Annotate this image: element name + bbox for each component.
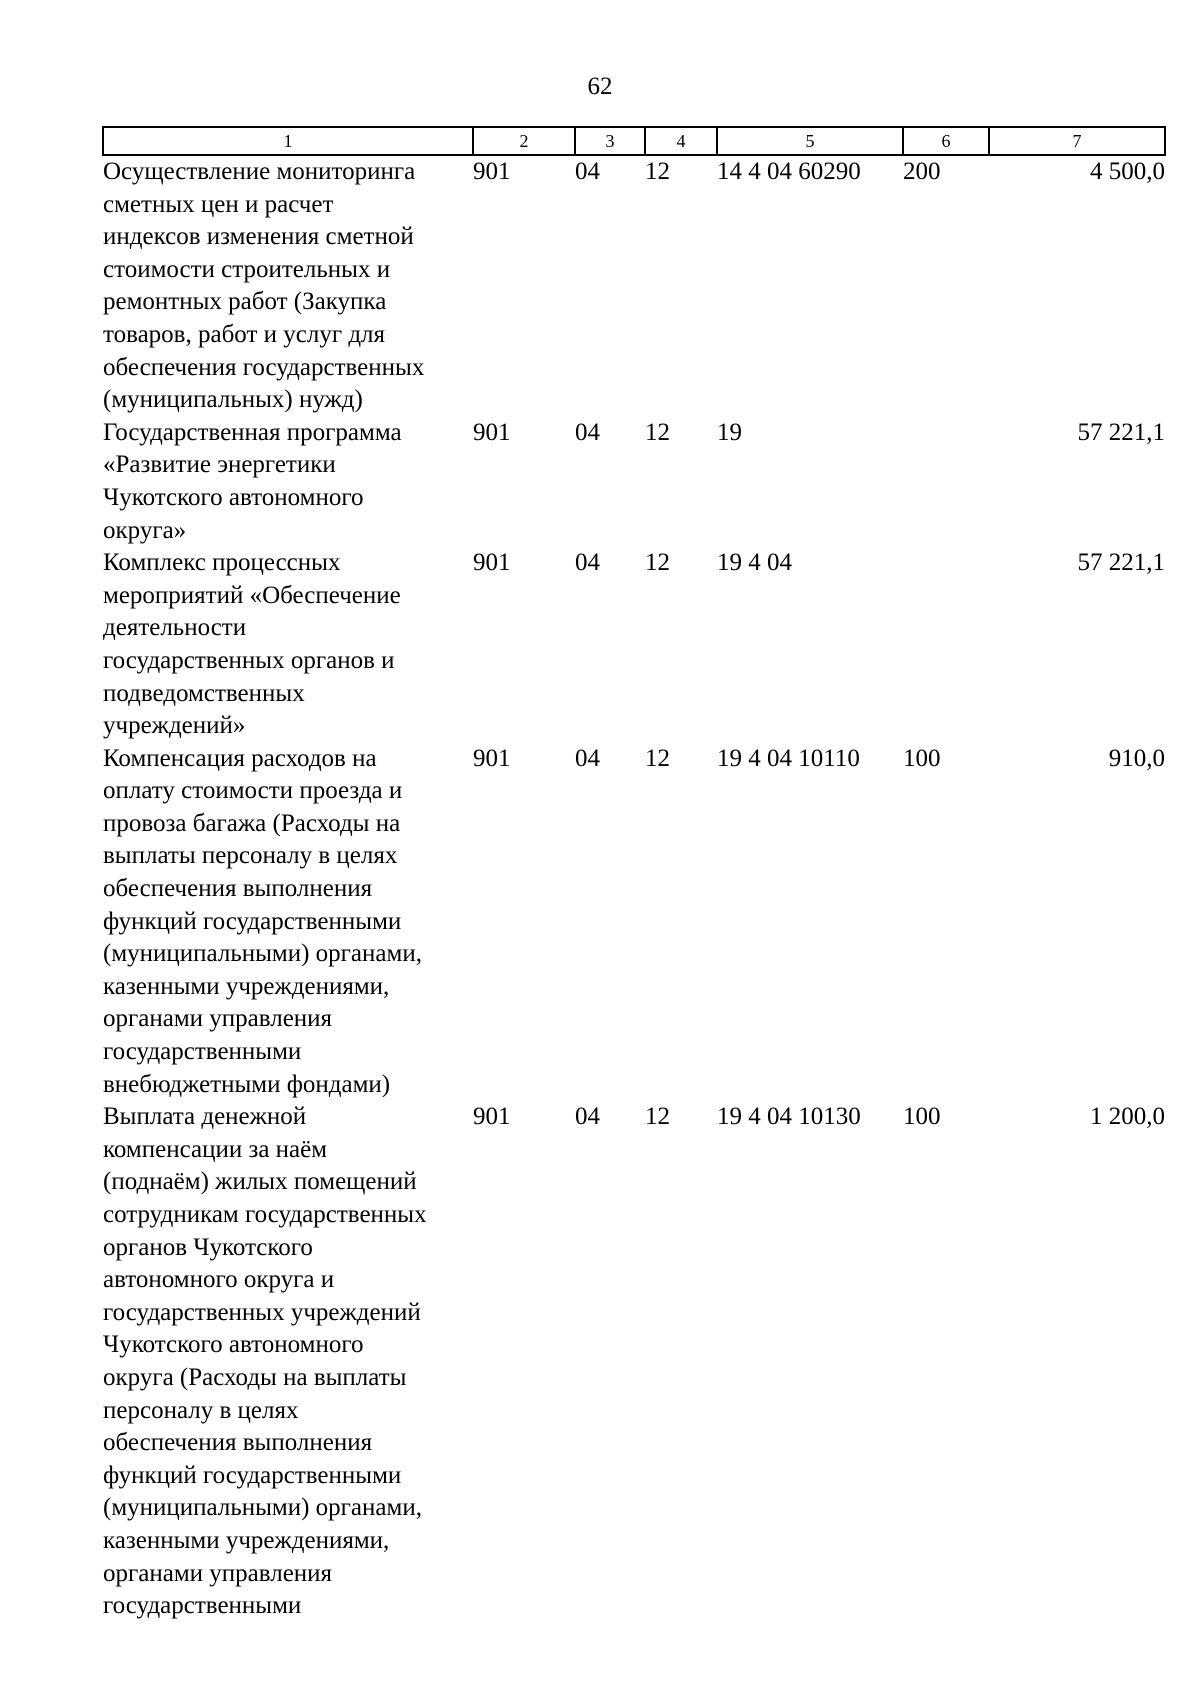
row-subsection: 12 xyxy=(645,1103,670,1131)
row-admin-code: 901 xyxy=(473,744,511,772)
row-section: 04 xyxy=(575,418,600,446)
page-number: 62 xyxy=(587,73,613,100)
row-section: 04 xyxy=(575,744,600,772)
header-col-5: 5 xyxy=(717,127,903,155)
table-body xyxy=(103,155,1165,1623)
table-header xyxy=(103,127,1165,155)
row-admin-code: 901 xyxy=(473,418,511,446)
table-row xyxy=(103,743,1165,1102)
row-admin-code: 901 xyxy=(473,1103,511,1131)
header-col-4: 4 xyxy=(645,127,717,155)
header-col-2: 2 xyxy=(473,127,575,155)
row-expense-type xyxy=(903,417,989,547)
budget-table xyxy=(102,126,1166,1623)
row-expense-type: 100 xyxy=(903,1103,941,1131)
row-amount: 1 200,0 xyxy=(1090,1103,1165,1131)
header-row xyxy=(103,127,1165,155)
row-expense-type: 100 xyxy=(903,744,941,772)
row-target-article: 19 4 04 xyxy=(717,549,792,577)
row-amount: 57 221,1 xyxy=(1077,418,1165,446)
header-col-1: 1 xyxy=(103,127,473,155)
table-row xyxy=(103,547,1165,743)
row-section: 04 xyxy=(575,158,600,185)
row-expense-type xyxy=(903,547,989,743)
header-col-3: 3 xyxy=(575,127,645,155)
row-name: Государственная программа «Развитие энергетики Чукотского автономного округа» xyxy=(103,418,402,544)
row-subsection: 12 xyxy=(645,158,670,185)
row-expense-type: 200 xyxy=(903,158,941,185)
row-subsection: 12 xyxy=(645,549,670,577)
table-row xyxy=(103,1101,1165,1623)
row-section: 04 xyxy=(575,549,600,577)
row-target-article: 19 4 04 10110 xyxy=(717,744,860,772)
table-row xyxy=(103,417,1165,547)
row-amount: 4 500,0 xyxy=(1090,158,1165,185)
header-col-7: 7 xyxy=(989,127,1165,155)
row-target-article: 19 4 04 10130 xyxy=(717,1103,861,1131)
table-row xyxy=(103,155,1165,417)
row-name: Осуществление мониторинга сметных цен и расчет индексов изменения сметной стоимости строительных и ремонтных работ (Закупка товаров, работ и услуг для обеспечения государственных (муниципальных) нужд) xyxy=(103,158,425,414)
row-target-article: 14 4 04 60290 xyxy=(717,158,861,185)
row-admin-code: 901 xyxy=(473,549,511,577)
row-name: Комплекс процессных мероприятий «Обеспечение деятельности государственных органов и подведомственных учреждений» xyxy=(103,549,401,740)
row-admin-code: 901 xyxy=(473,158,511,185)
row-section: 04 xyxy=(575,1103,600,1131)
row-name: Выплата денежной компенсации за наём (поднаём) жилых помещений сотрудникам государственных органов Чукотского автономного округа и государственных учреждений Чукотского автономного округа (Расходы на выплаты персоналу в целях обеспечения выполнения функций государственными (муниципальными) органами, казенными учреждениями, органами управления государственными xyxy=(103,1103,427,1620)
row-name: Компенсация расходов на оплату стоимости проезда и провоза багажа (Расходы на выплаты персоналу в целях обеспечения выполнения функций государственными (муниципальными) органами, казенными учреждениями, органами управления государственными внебюджетными фондами) xyxy=(103,744,422,1098)
header-col-6: 6 xyxy=(903,127,989,155)
row-subsection: 12 xyxy=(645,744,670,772)
row-subsection: 12 xyxy=(645,418,670,446)
row-amount: 57 221,1 xyxy=(1077,549,1165,577)
row-target-article: 19 xyxy=(717,418,742,446)
row-amount: 910,0 xyxy=(1108,744,1165,772)
